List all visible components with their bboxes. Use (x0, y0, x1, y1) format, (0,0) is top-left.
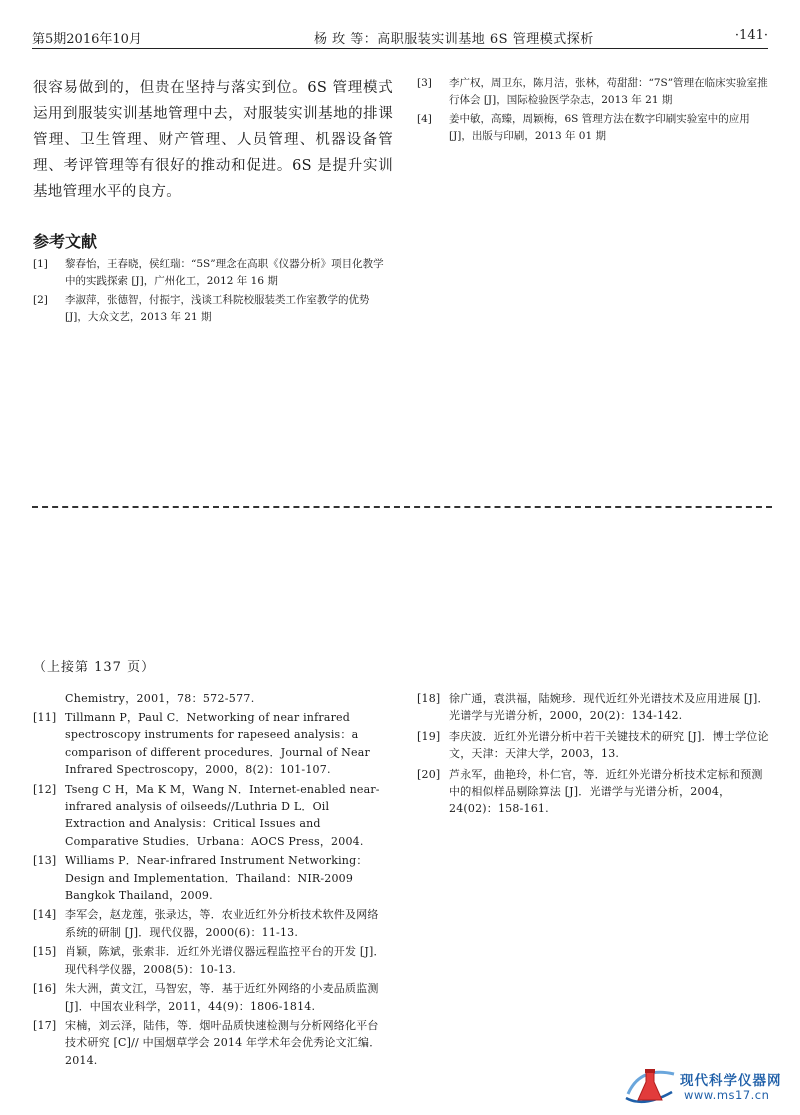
reference-number: [1] (33, 258, 48, 270)
reference-number: [18] (417, 692, 441, 705)
reference-number: [14] (33, 908, 57, 922)
flask-logo-icon (622, 1064, 678, 1110)
references-title: 参考文献 (33, 232, 98, 251)
reference-number: [3] (417, 77, 432, 89)
reference-item (417, 766, 769, 818)
reference-text: 李军会，赵龙莲，张录达，等．农业近红外分析技术软件及网络系统的研制 [J]．现代仪器，2000(6)：11-13. (65, 908, 379, 939)
reference-text: 姜中敏，高臻，周颖梅，6S 管理方法在数字印刷实验室中的应用 [J]，出版与印刷，2013 年 01 期 (449, 113, 750, 142)
reference-number: [4] (417, 113, 432, 125)
reference-item (417, 690, 769, 725)
article-body-text: 很容易做到的，但贵在坚持与落实到位。6S 管理模式运用到服装实训基地管理中去，对服装实训基地的排课管理、卫生管理、财产管理、人员管理、机器设备管理、考评管理等有很好的推动和促进。6S 是提升实训基地管理水平的良方。 (33, 80, 393, 200)
reference-text: 李庆波．近红外光谱分析中若干关键技术的研究 [J]．博士学位论文，天津：天津大学，2003，13. (449, 729, 769, 761)
reference-item (33, 256, 393, 289)
reference-number: [13] (33, 854, 57, 868)
issue-date: 第5期2016年10月 (32, 32, 142, 47)
reference-item (33, 292, 393, 325)
continued-from-label: （上接第 137 页） (33, 660, 156, 675)
reference-number: [20] (417, 767, 441, 781)
reference-number: [16] (33, 982, 57, 996)
page-number: ·141· (734, 28, 768, 43)
reference-text: 芦永军，曲艳玲，朴仁官，等．近红外光谱分析技术定标和预测中的相似样品剔除算法 [J]．光谱学与光谱分析，2004，24(02)：158-161. (449, 767, 763, 816)
reference-text: 肖颖，陈斌，张索非．近红外光谱仪器远程监控平台的开发 [J]．现代科学仪器，2008(5)：10-13. (65, 945, 385, 976)
watermark-site-name: 现代科学仪器网 (680, 1073, 782, 1089)
reference-item (33, 943, 385, 978)
reference-number: [11] (33, 711, 57, 724)
reference-number: [2] (33, 294, 48, 306)
watermark-url: www.ms17.cn (684, 1088, 770, 1102)
reference-number: [15] (33, 945, 57, 959)
reference-text: 李广权，周卫东，陈月洁，张林，苟甜甜：“7S”管理在临床实验室推行体会 [J]，国际检验医学杂志，2013 年 21 期 (449, 77, 768, 106)
reference-item (33, 781, 385, 851)
page-header (32, 26, 768, 49)
reference-text: 黎春怡，王春晓，侯红瑞：“5S”理念在高职《仪器分析》项目化教学中的实践探索 [J]，广州化工，2012 年 16 期 (65, 258, 384, 287)
reference-text: 徐广通，袁洪福，陆婉珍．现代近红外光谱技术及应用进展 [J]．光谱学与光谱分析，2000，20(2)：134-142. (449, 692, 769, 723)
reference-number: [19] (417, 729, 441, 743)
reference-item (33, 852, 385, 904)
reference-text: Williams P．Near-infrared Instrument Networking：Design and Implementation．Thailand：NIR-2009 Bangkok Thailand，2009. (65, 854, 368, 903)
reference-text: 李淑萍，张德智，付振宇，浅谈工科院校服装类工作室教学的优势 [J]，大众文艺，2013 年 21 期 (65, 294, 370, 323)
reference-list-left (33, 256, 393, 328)
reference-text: 朱大洲，黄文江，马智宏，等．基于近红外网络的小麦品质监测 [J]．中国农业科学，2011，44(9)：1806-1814. (65, 982, 379, 1013)
reference-text: Tseng C H，Ma K M，Wang N．Internet-enabled near-infrared analysis of oilseeds//Luthria D L．Oil Extraction and Analysis：Critical Issues and Comparative Studies．Urbana：AOCS Press，2004. (65, 782, 380, 848)
reference-item (33, 1017, 385, 1069)
reference-item (417, 111, 769, 144)
reference-number: [12] (33, 782, 57, 796)
reference-item (417, 728, 769, 763)
reference-item (33, 980, 385, 1015)
running-head: 杨 玫 等：高职服装实训基地 6S 管理模式探析 (314, 32, 594, 47)
continued-reference-list-left (33, 709, 385, 1071)
reference-text: Tillmann P，Paul C．Networking of near infrared spectroscopy instruments for rapeseed analysis：a comparison of different procedures．Journal of Near Infrared Spectroscopy，2000，8(2)：101-107. (65, 711, 370, 777)
reference-item (33, 709, 385, 779)
continued-reference-fragment: Chemistry，2001，78：572-577. (65, 692, 255, 705)
reference-item (33, 906, 385, 941)
reference-item (417, 75, 769, 108)
reference-number: [17] (33, 1018, 57, 1032)
site-watermark (622, 1064, 792, 1110)
reference-text: 宋楠，刘云泽，陆伟，等．烟叶品质快速检测与分析网络化平台技术研究 [C]// 中国烟草学会 2014 年学术年会优秀论文汇编．2014. (65, 1018, 381, 1067)
reference-list-right (417, 75, 769, 147)
section-divider (32, 506, 772, 508)
continued-reference-list-right (417, 690, 769, 821)
